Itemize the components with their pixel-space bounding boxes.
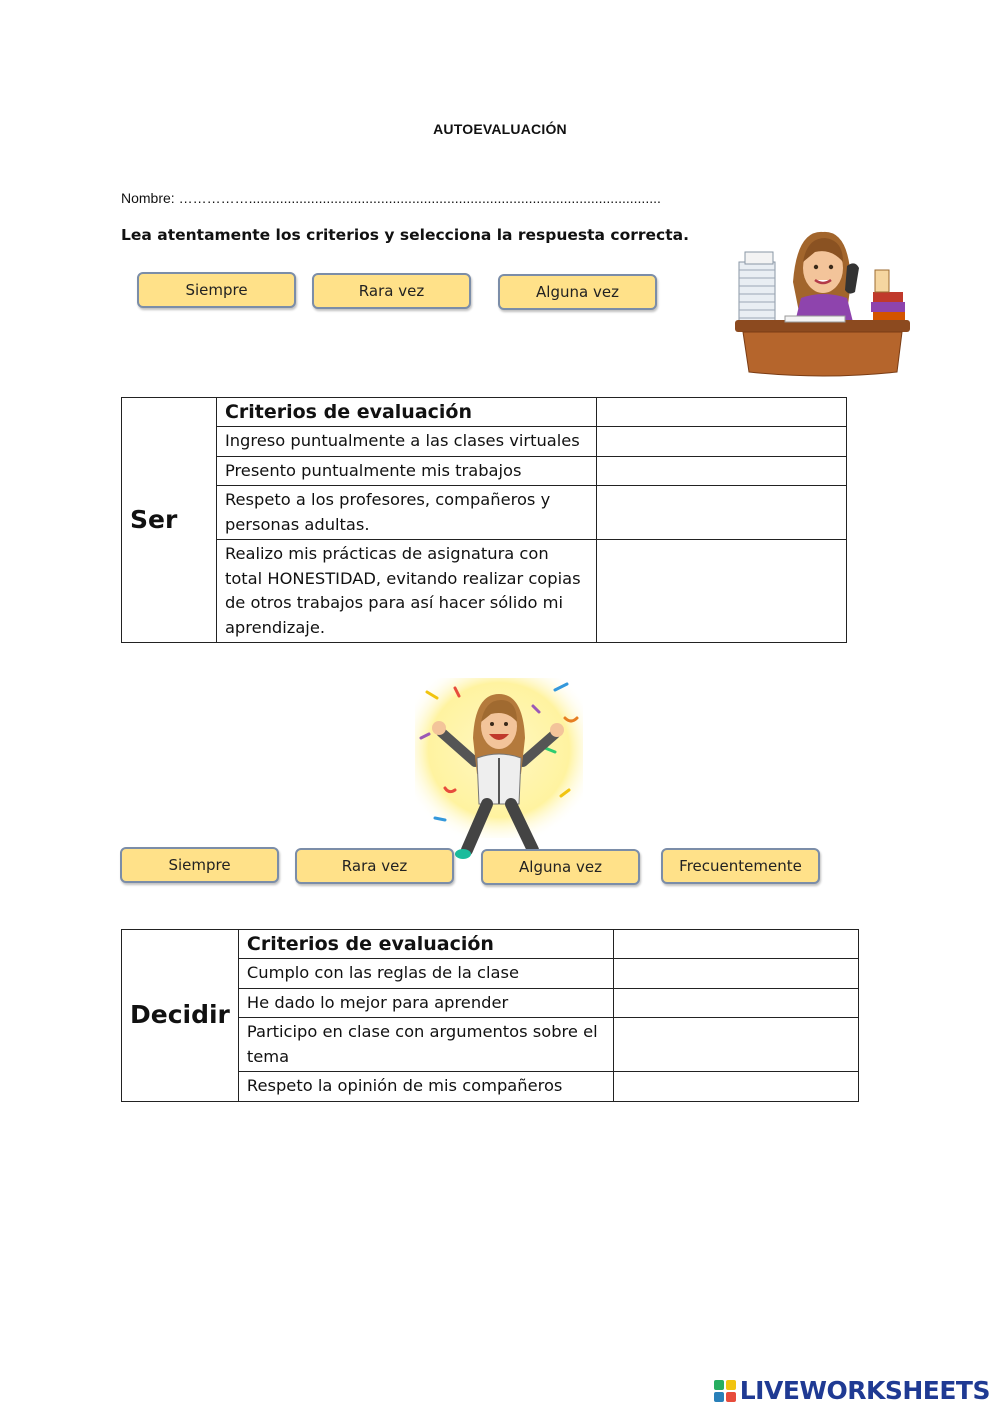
answer-drop-zone[interactable]: [614, 959, 859, 989]
criterion-row: Ingreso puntualmente a las clases virtuales: [216, 427, 597, 457]
option-rara-vez-2[interactable]: Rara vez: [295, 848, 454, 884]
answer-drop-zone[interactable]: [597, 540, 847, 643]
answer-cell-header: [614, 930, 859, 959]
answer-drop-zone[interactable]: [597, 486, 847, 540]
answer-drop-zone[interactable]: [597, 456, 847, 486]
answer-drop-zone[interactable]: [597, 427, 847, 457]
criterion-row: Participo en clase con argumentos sobre el tema: [238, 1018, 613, 1072]
liveworksheets-logo: [714, 1376, 990, 1405]
option-alguna-vez-1[interactable]: Alguna vez: [498, 274, 657, 310]
option-siempre-1[interactable]: Siempre: [137, 272, 296, 308]
answer-drop-zone[interactable]: [614, 988, 859, 1018]
criteria-table-ser: [121, 397, 847, 643]
option-rara-vez-1[interactable]: Rara vez: [312, 273, 471, 309]
criteria-table-decidir: [121, 929, 859, 1102]
criterion-row: Respeto la opinión de mis compañeros: [238, 1072, 613, 1102]
criterion-row: Cumplo con las reglas de la clase: [238, 959, 613, 989]
criterion-row: Respeto a los profesores, compañeros y personas adultas.: [216, 486, 597, 540]
celebration-illustration: [415, 678, 583, 860]
criterion-row: He dado lo mejor para aprender: [238, 988, 613, 1018]
option-siempre-2[interactable]: Siempre: [120, 847, 279, 883]
teacher-desk-illustration: [735, 222, 910, 378]
logo-mark-icon: [714, 1380, 736, 1402]
name-field-line: Nombre: ……………..........................................................................................................: [121, 190, 661, 206]
criterion-row: Realizo mis prácticas de asignatura con total HONESTIDAD, evitando realizar copias de otros trabajos para así hacer sólido mi aprendizaje.: [216, 540, 597, 643]
answer-drop-zone[interactable]: [614, 1018, 859, 1072]
instruction-text: Lea atentamente los criterios y selecciona la respuesta correcta.: [121, 226, 689, 244]
option-frecuentemente-2[interactable]: Frecuentemente: [661, 848, 820, 884]
page-title: AUTOEVALUACIÓN: [433, 121, 567, 137]
section-label-ser: Ser: [122, 398, 217, 643]
answer-drop-zone[interactable]: [614, 1072, 859, 1102]
option-alguna-vez-2[interactable]: Alguna vez: [481, 849, 640, 885]
section-label-decidir: Decidir: [122, 930, 239, 1102]
criteria-header: Criterios de evaluación: [216, 398, 597, 427]
answer-cell-header: [597, 398, 847, 427]
criterion-row: Presento puntualmente mis trabajos: [216, 456, 597, 486]
logo-text: LIVEWORKSHEETS: [739, 1376, 990, 1405]
criteria-header: Criterios de evaluación: [238, 930, 613, 959]
